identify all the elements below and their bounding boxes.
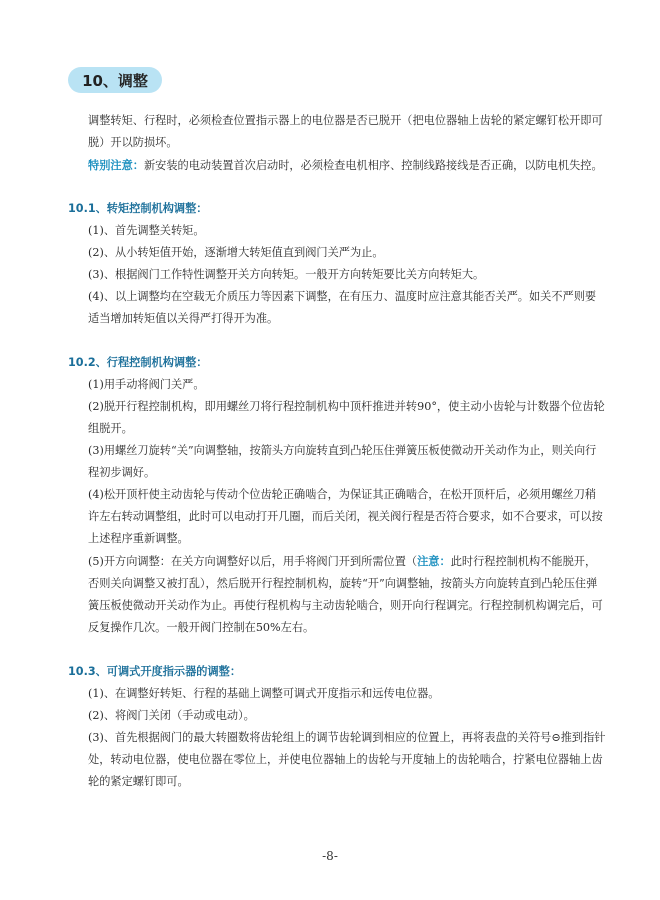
section-10-3-list (88, 683, 606, 793)
list-item (88, 550, 606, 639)
special-note (88, 154, 606, 177)
list-item: (2)、从小转矩值开始，逐渐增大转矩值直到阀门关严为止。 (88, 246, 384, 259)
section-10-2-list (88, 374, 606, 639)
list-item: (3)、根据阀门工作特性调整开关方向转矩。一般开方向转矩要比关方向转矩大。 (88, 268, 485, 281)
section-10-1-title: 10.1、转矩控制机构调整： (68, 202, 208, 215)
list-item: (1)、首先调整关转矩。 (88, 224, 205, 237)
section-10-2-title: 10.2、行程控制机构调整： (68, 356, 208, 369)
list-item: (4)松开顶杆使主动齿轮与传动个位齿轮正确啮合，为保证其正确啮合，在松开顶杆后，必须用螺丝刀稍许左右转动调整组，此时可以电动打开几圈，而后关闭，视关阀行程是否符合要求，如不合要求，可以按上述程序重新调整。 (88, 488, 603, 545)
item5-text-b: 此时行程控制机构不能脱开，否则关向调整又被打乱），然后脱开行程控制机构，旋转“开”向调整轴，按箭头方向旋转直到凸轮压住弹簧压板使微动开关动作为止。再使行程机构与主动齿轮啮合，则开向行程调完。行程控制机构调完后，可反复操作几次。一般开阀门控制在50%左右。 (88, 555, 603, 634)
intro-block (88, 110, 606, 177)
list-item: (1)、在调整好转矩、行程的基础上调整可调式开度指示和远传电位器。 (88, 687, 440, 700)
list-item: (4)、以上调整均在空载无介质压力等因素下调整，在有压力、温度时应注意其能否关严。如关不严则要适当增加转矩值以关得严打得开为准。 (88, 290, 597, 325)
intro-paragraph: 调整转矩、行程时，必须检查位置指示器上的电位器是否已脱开（把电位器轴上齿轮的紧定螺钉松开即可脱）开以防损坏。 (88, 114, 603, 149)
list-item: (1)用手动将阀门关严。 (88, 378, 205, 391)
section-heading (68, 67, 162, 93)
list-item: (2)、将阀门关闭（手动或电动）。 (88, 709, 255, 722)
special-note-text: 新安装的电动装置首次启动时，必须检查电机相序、控制线路接线是否正确，以防电机失控。 (143, 159, 603, 172)
list-item: (2)脱开行程控制机构，即用螺丝刀将行程控制机构中顶杆推进并转90°，使主动小齿轮与计数器个位齿轮组脱开。 (88, 400, 605, 435)
page-number: -8- (322, 849, 338, 863)
section-10-1-list (88, 220, 606, 330)
list-item: (3)用螺丝刀旋转“关”向调整轴，按箭头方向旋转直到凸轮压住弹簧压板使微动开关动作为止，则关向行程初步调好。 (88, 444, 597, 479)
section-10-3-title: 10.3、可调式开度指示器的调整： (68, 665, 242, 678)
item5-text-a: (5)开方向调整：在关方向调整好以后，用手将阀门开到所需位置（ (88, 555, 418, 568)
list-item: (3)、首先根据阀门的最大转圈数将齿轮组上的调节齿轮调到相应的位置上，再将表盘的关符号⊝推到指针处，转动电位器，使电位器在零位上，并使电位器轴上的齿轮与开度轴上的齿轮啮合，拧紧电位器轴上齿轮的紧定螺钉即可。 (88, 731, 606, 788)
special-note-label: 特别注意： (88, 158, 144, 172)
item5-note-label: 注意： (417, 554, 451, 568)
section-heading-text: 10、调整 (82, 71, 148, 90)
